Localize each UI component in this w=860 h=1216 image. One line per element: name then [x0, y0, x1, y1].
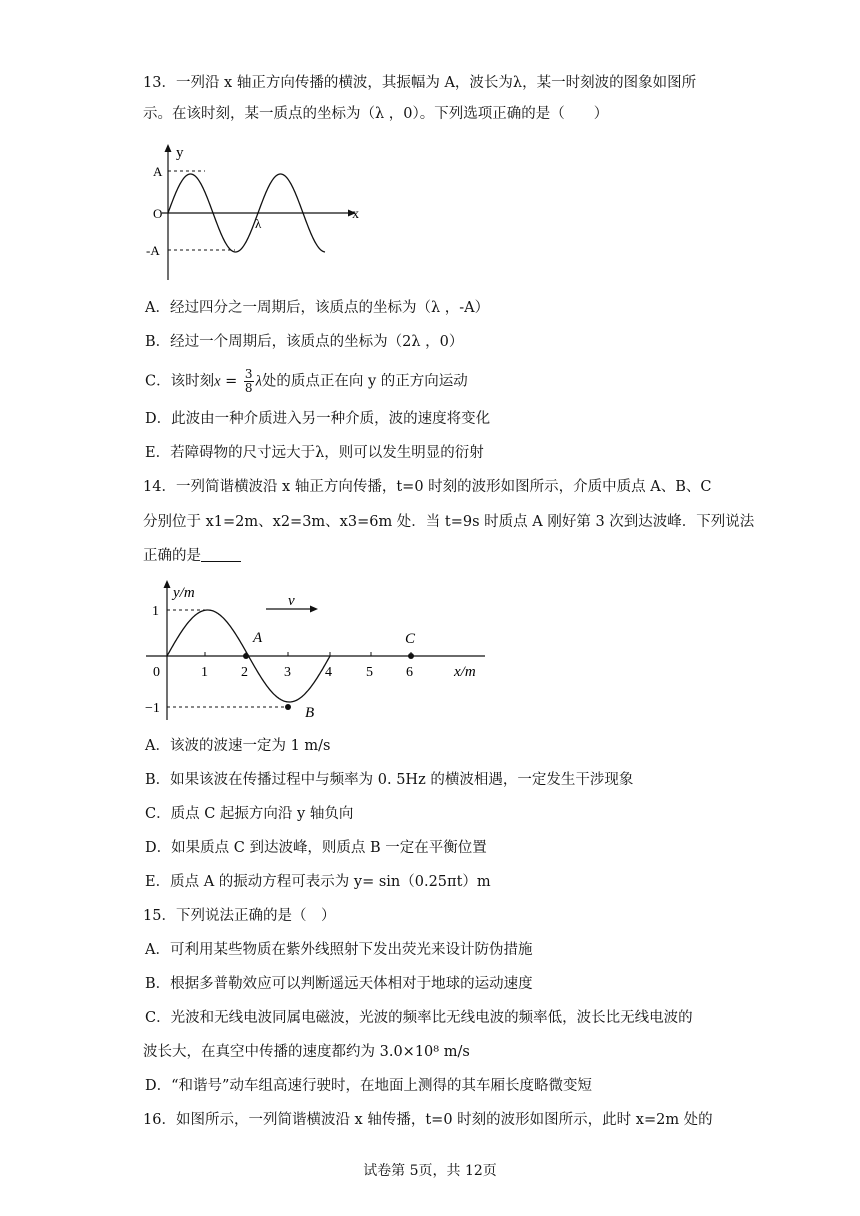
q14-x-tick-1: 1: [201, 665, 208, 680]
q13-tick-O: O: [153, 206, 163, 221]
q13-option-c-eq: =: [220, 373, 242, 390]
q13-x-axis-label: x: [352, 207, 359, 222]
q14-point-b-marker: [285, 704, 291, 710]
q13-option-c-suffix: 处的质点正在向 y 的正方向运动: [261, 373, 468, 390]
q15-option-c-line1: C．光波和无线电波同属电磁波，光波的频率比无线电波的频率低，波长比无线电波的: [145, 1010, 693, 1026]
q14-option-d: D．如果质点 C 到达波峰，则质点 B 一定在平衡位置: [145, 840, 487, 856]
q14-option-c: C．质点 C 起振方向沿 y 轴负向: [145, 806, 354, 822]
q14-option-e: E．质点 A 的振动方程可表示为 y= sin（0.25πt）m: [145, 874, 491, 890]
q14-wave-graph: [140, 575, 490, 725]
q14-point-c-label: C: [405, 631, 416, 647]
q14-x-tick-0: 0: [153, 665, 160, 680]
q13-stem-line2: 示。在该时刻，某一质点的坐标为（λ ，0）。下列选项正确的是（ ）: [143, 106, 609, 122]
q14-x-tick-2: 2: [241, 665, 248, 680]
q13-option-c-prefix: C．该时刻: [145, 373, 215, 390]
page-footer: 试卷第 5页，共 12页: [363, 1163, 497, 1179]
q14-velocity-label: v: [288, 593, 295, 609]
q14-stem-line3: [143, 545, 241, 567]
q14-y-axis-label: y/m: [173, 585, 195, 601]
q16-stem-line1: 16．如图所示，一列简谐横波沿 x 轴传播，t=0 时刻的波形如图所示，此时 x=2m 处的: [143, 1112, 713, 1128]
q14-option-b: B．如果该波在传播过程中与频率为 0. 5Hz 的横波相遇，一定发生干涉现象: [145, 772, 634, 788]
q14-answer-blank: [201, 547, 241, 562]
q13-option-e: E．若障碍物的尺寸远大于λ，则可以发生明显的衍射: [145, 445, 484, 461]
q15-option-b: B．根据多普勒效应可以判断遥远天体相对于地球的运动速度: [145, 976, 533, 992]
q15-option-a: A．可利用某些物质在紫外线照射下发出荧光来设计防伪措施: [145, 942, 533, 958]
q13-option-c: [145, 368, 468, 395]
q13-option-b: B．经过一个周期后，该质点的坐标为（2λ ，0）: [145, 334, 464, 350]
q13-tick-A: A: [153, 164, 163, 179]
q13-stem-line1: 13．一列沿 x 轴正方向传播的横波，其振幅为 A，波长为λ，某一时刻波的图象如图所: [143, 75, 697, 91]
q13-option-c-fraction: [244, 368, 254, 395]
q15-option-c-line2: 波长大，在真空中传播的速度都约为 3.0×10⁸ m/s: [143, 1044, 470, 1060]
q14-point-b-label: B: [305, 705, 315, 721]
q14-point-a-label: A: [253, 630, 263, 646]
q13-option-c-num: 3: [244, 367, 253, 381]
q14-point-c-marker: [408, 653, 414, 659]
q14-option-a: A．该波的波速一定为 1 m/s: [145, 738, 331, 754]
q13-tick-lambda: λ: [255, 216, 262, 231]
q14-y-tick-1: 1: [152, 604, 159, 619]
q15-stem: 15．下列说法正确的是（ ）: [143, 908, 336, 924]
q14-y-tick-neg1: −1: [145, 701, 160, 716]
q13-option-a: A．经过四分之一周期后，该质点的坐标为（λ ，-A）: [145, 300, 490, 316]
q14-x-axis-label: x/m: [454, 664, 476, 680]
q13-wave-graph: [140, 140, 380, 285]
q13-option-c-x: x: [214, 373, 221, 390]
q14-x-tick-5: 5: [366, 665, 373, 680]
q14-x-tick-4: 4: [325, 665, 332, 680]
q13-option-c-lambda: λ: [255, 373, 262, 390]
q14-stem-line1: 14．一列简谐横波沿 x 轴正方向传播，t=0 时刻的波形如图所示，介质中质点 A、B、C: [143, 479, 712, 495]
q14-x-tick-3: 3: [284, 665, 291, 680]
q13-tick-negA: -A: [146, 243, 160, 258]
q15-option-d: D．“和谐号”动车组高速行驶时，在地面上测得的其车厢长度略微变短: [145, 1078, 592, 1094]
q14-stem-line3-text: 正确的是: [143, 548, 201, 564]
q14-stem-line2: 分别位于 x1=2m、x2=3m、x3=6m 处．当 t=9s 时质点 A 刚好第 3 次到达波峰．下列说法: [143, 514, 755, 530]
q14-x-tick-6: 6: [406, 665, 413, 680]
q13-option-d: D．此波由一种介质进入另一种介质，波的速度将变化: [145, 411, 491, 427]
q14-point-a-marker: [243, 653, 249, 659]
q13-y-axis-label: y: [176, 145, 184, 161]
q13-option-c-den: 8: [244, 381, 253, 395]
